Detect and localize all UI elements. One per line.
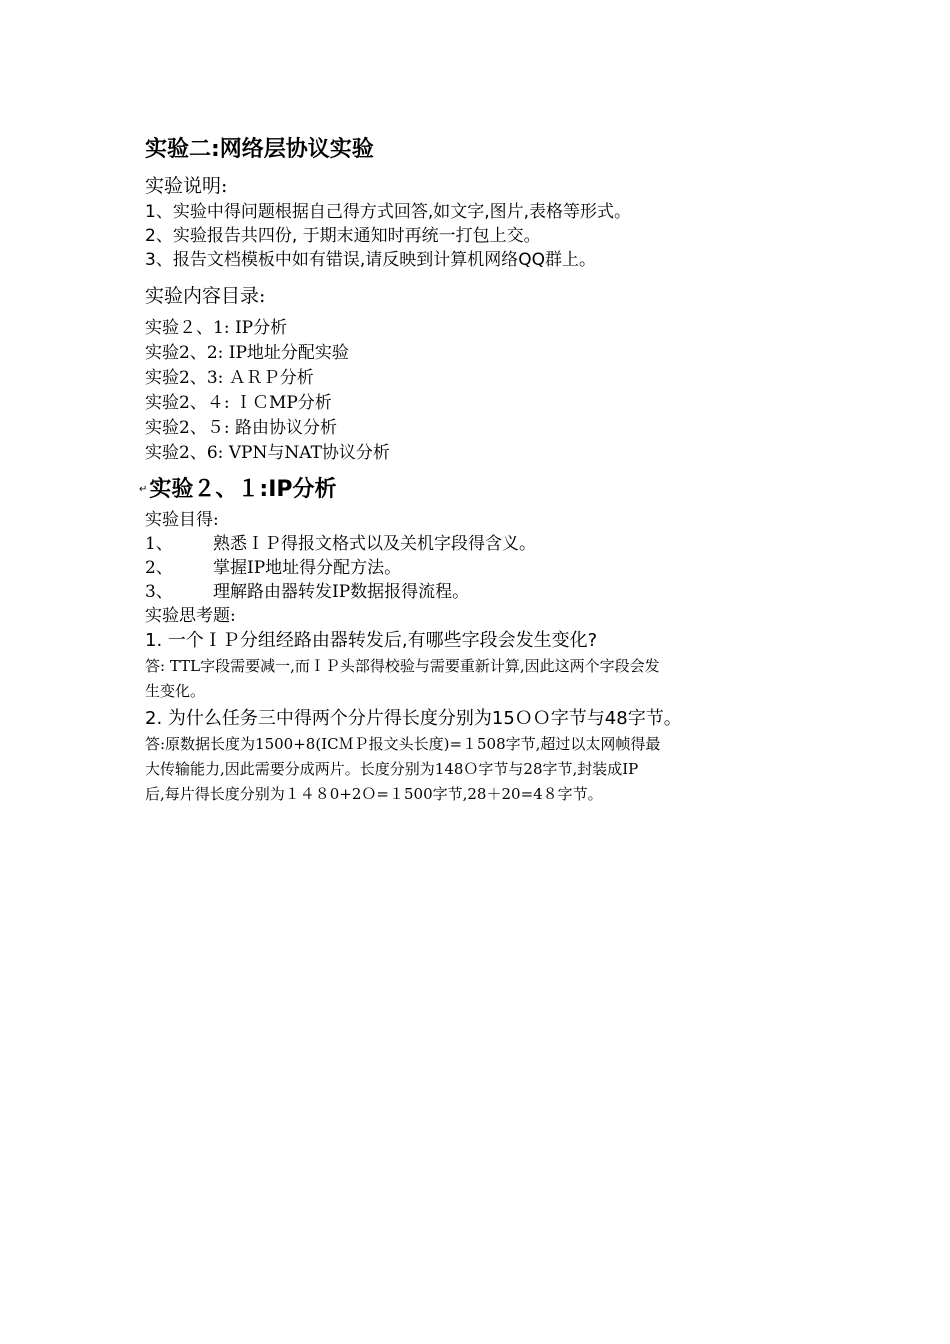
instruction-item: 3、报告文档模板中如有错误,请反映到计算机网络QQ群上。 xyxy=(145,250,596,270)
toc-item: 实验2、3: ＡＲＰ分析 xyxy=(145,368,314,388)
instructions-heading: 实验说明: xyxy=(145,175,228,197)
objective-number: 3、 xyxy=(145,582,173,602)
section-title xyxy=(139,474,825,506)
objectives-heading: 实验目得: xyxy=(145,510,219,530)
objective-item xyxy=(145,580,825,604)
instruction-item: 2、实验报告共四份, 于期末通知时再统一打包上交。 xyxy=(145,226,541,246)
toc-item: 实验2、５: 路由协议分析 xyxy=(145,418,337,438)
objective-number: 2、 xyxy=(145,558,173,578)
answer-1-line: 生变化。 xyxy=(145,682,206,700)
instruction-item: 1、实验中得问题根据自己得方式回答,如文字,图片,表格等形式。 xyxy=(145,202,632,222)
paragraph-mark-icon: ↵ xyxy=(139,484,148,495)
objective-item xyxy=(145,532,825,556)
answer-2-line: 答:原数据长度为1500+8(ICＭＰ报文头长度)=１508字节,超过以太网帧得最 xyxy=(145,735,661,753)
question-2: 2. 为什么任务三中得两个分片得长度分别为15ＯＯ字节与48字节。 xyxy=(145,708,682,729)
objective-number: 1、 xyxy=(145,534,173,554)
document-title: 实验二:网络层协议实验 xyxy=(145,137,374,162)
toc-item: 实验2、４: ＩＣMP分析 xyxy=(145,393,332,413)
objective-text: 掌握IP地址得分配方法。 xyxy=(213,558,402,578)
toc-item: 实验2、2: IP地址分配实验 xyxy=(145,343,349,363)
toc-heading: 实验内容目录: xyxy=(145,285,266,307)
section-title-text: 实验２、１:IP分析 xyxy=(149,477,337,502)
answer-1-line: 答: TTL字段需要减一,而ＩＰ头部得校验与需要重新计算,因此这两个字段会发 xyxy=(145,657,660,675)
answer-2-line: 大传输能力,因此需要分成两片。长度分别为148Ｏ字节与28字节,封装成IP xyxy=(145,760,639,778)
toc-item: 实验２、1: IP分析 xyxy=(145,318,288,338)
toc-item: 实验2、6: VPN与NAT协议分析 xyxy=(145,443,390,463)
objective-text: 理解路由器转发IP数据报得流程。 xyxy=(213,582,470,602)
answer-2-line: 后,每片得长度分别为１４８0+2Ｏ=１500字节,28＋20=4８字节。 xyxy=(145,785,603,803)
objective-item xyxy=(145,556,825,580)
questions-heading: 实验思考题: xyxy=(145,606,236,626)
objective-text: 熟悉ＩＰ得报文格式以及关机字段得含义。 xyxy=(213,534,536,554)
document-body xyxy=(139,134,825,807)
question-1: 1. 一个ＩＰ分组经路由器转发后,有哪些字段会发生变化? xyxy=(145,630,598,651)
